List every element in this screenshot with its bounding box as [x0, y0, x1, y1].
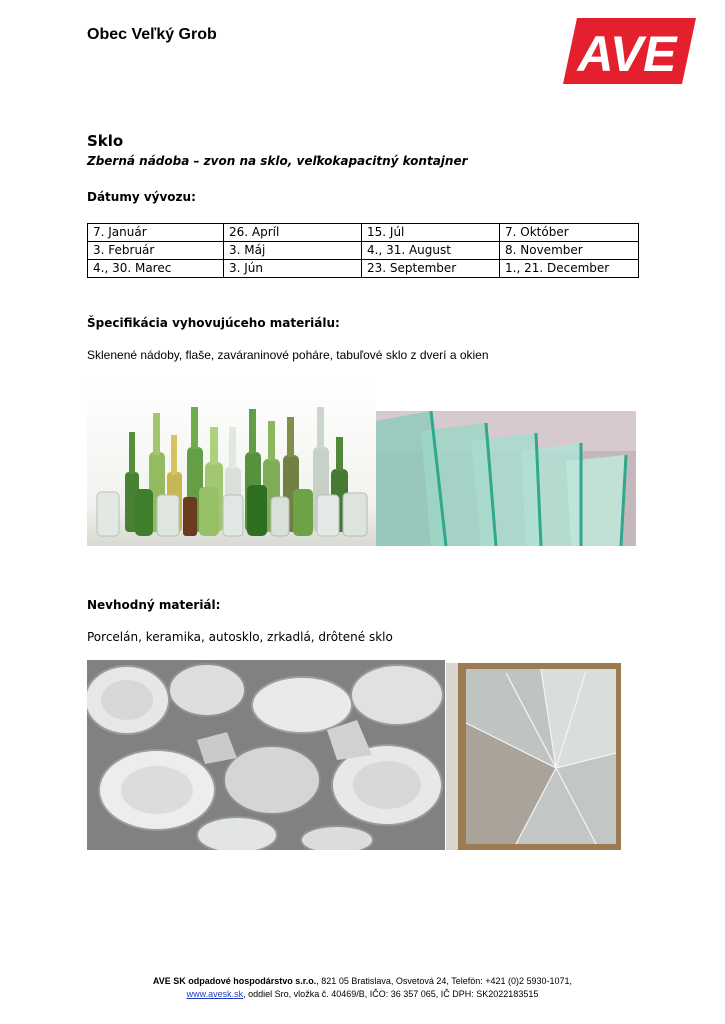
- footer-company: AVE SK odpadové hospodárstvo s.r.o.: [152, 976, 317, 986]
- municipality-name: Obec Veľký Grob: [87, 26, 217, 43]
- table-cell: 23. September: [362, 260, 500, 278]
- table-row: [88, 260, 639, 278]
- section-subtitle: Zberná nádoba – zvon na sklo, veľkokapacitný kontajner: [87, 154, 468, 168]
- glass-sheets-photo: [376, 411, 636, 546]
- svg-text:AVE: AVE: [577, 26, 677, 82]
- suitable-material-label: Špecifikácia vyhovujúceho materiálu:: [87, 316, 340, 330]
- broken-mirror-photo: [446, 663, 621, 850]
- table-cell: 3. Jún: [224, 260, 362, 278]
- ave-logo: [563, 18, 696, 84]
- table-cell: 7. Október: [500, 224, 639, 242]
- unsuitable-material-label: Nevhodný materiál:: [87, 598, 221, 612]
- porcelain-plates-photo: [87, 660, 445, 850]
- table-cell: 4., 31. August: [362, 242, 500, 260]
- table-cell: 7. Január: [88, 224, 224, 242]
- footer: [0, 975, 725, 1001]
- table-row: [88, 242, 639, 260]
- table-cell: 3. Máj: [224, 242, 362, 260]
- footer-website-link[interactable]: www.avesk.sk: [186, 989, 244, 999]
- table-row: [88, 224, 639, 242]
- schedule-label: Dátumy vývozu:: [87, 190, 196, 204]
- unsuitable-material-text: Porcelán, keramika, autosklo, zrkadlá, drôtené sklo: [87, 630, 393, 644]
- footer-registration: , oddiel Sro, vložka č. 40469/B, IČO: 36 357 065, IČ DPH: SK2022183515: [243, 989, 539, 999]
- table-cell: 26. Apríl: [224, 224, 362, 242]
- footer-line-1: [0, 975, 725, 988]
- glass-bottles-photo: [87, 377, 376, 546]
- section-title: Sklo: [87, 132, 124, 150]
- table-cell: 15. Júl: [362, 224, 500, 242]
- table-cell: 1., 21. December: [500, 260, 639, 278]
- footer-address: , 821 05 Bratislava, Osvetová 24, Telefón: +421 (0)2 5930-1071,: [316, 976, 573, 986]
- footer-line-2: [0, 988, 725, 1001]
- schedule-table: [87, 223, 639, 278]
- table-cell: 3. Február: [88, 242, 224, 260]
- table-cell: 4., 30. Marec: [88, 260, 224, 278]
- table-cell: 8. November: [500, 242, 639, 260]
- suitable-material-text: Sklenené nádoby, flaše, zaváraninové poháre, tabuľové sklo z dverí a okien: [87, 348, 489, 362]
